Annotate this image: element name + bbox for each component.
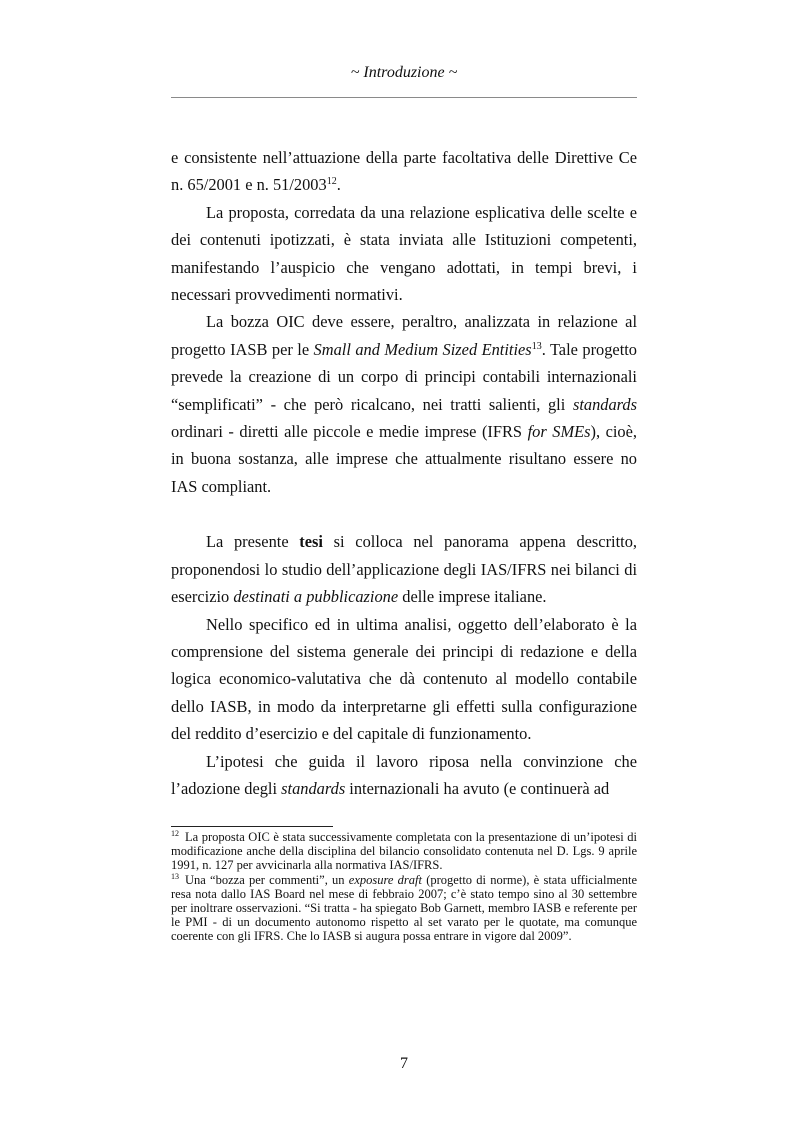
paragraph-1: e consistente nell’attuazione della parte facoltativa delle Direttive Ce n. 65/2001 e n. 51/2003$^{12}$. <box>171 148 637 195</box>
paragraph-3: La bozza OIC deve essere, peraltro, analizzata in relazione al progetto IASB per le Small and Medium Sized Entities$^{13}$. Tale progetto prevede la creazione di un corpo di principi contabili internazionali “semplificati” - che però ricalcano, nei tratti salienti, gli standards ordinari - diretti alle piccole e medie imprese (IFRS for SMEs), cioè, in buona sostanza, alle imprese che attualmente risultano essere no IAS compliant. <box>171 312 637 496</box>
page-number: 7 <box>400 1055 408 1072</box>
footnote-separator <box>171 826 333 827</box>
body-text <box>171 144 637 802</box>
paragraph-6: L’ipotesi che guida il lavoro riposa nella convinzione che l’adozione degli standards internazionali ha avuto (e continuerà ad <box>171 751 637 798</box>
footnote-13: $^{13}$ Una “bozza per commenti”, un exposure draft (progetto di norme), è stata ufficialmente resa nota dallo IAS Board nel mese di febbraio 2007; c’è stato tempo sino al 30 settembre per inoltrare osservazioni. “Si tratta - ha spiegato Bob Garnett, membro IASB e referente per le PMI - di un documento autonomo rispetto al set varato per le quotate, ma comunque coerente con gli IFRS. Che lo IASB si augura possa entrare in vigore dal 2009”. <box>171 871 637 944</box>
paragraph-4: La presente tesi si colloca nel panorama appena descritto, proponendosi lo studio dell’applicazione degli IAS/IFRS nei bilanci di esercizio destinati a pubblicazione delle imprese italiane. <box>171 532 637 607</box>
running-header: ~ Introduzione ~ <box>350 64 458 81</box>
footnote-ref-13[interactable]: 13 <box>531 340 542 352</box>
footnote-mark: 13 <box>171 871 179 881</box>
footnotes <box>171 830 637 944</box>
header-rule <box>171 97 637 98</box>
footnote-mark: 12 <box>171 829 179 838</box>
footnote-12: $^{12}$ La proposta OIC è stata successivamente completata con la presentazione di un’ipotesi di modificazione anche della disciplina del bilancio consolidato contenuta nel D. Lgs. 9 aprile 1991, n. 127 per avvicinarla alla normativa IAS/IFRS. <box>171 829 637 873</box>
paragraph-5: Nello specifico ed in ultima analisi, oggetto dell’elaborato è la comprensione del sistema generale dei principi di redazione e della logica economico-valutativa che dà contenuto al modello contabile dello IASB, in modo da interpretarne gli effetti sulla configurazione del reddito d’esercizio e del capitale di funzionamento. <box>171 614 637 744</box>
footnote-ref-12[interactable]: 12 <box>326 176 337 188</box>
paragraph-2: La proposta, corredata da una relazione esplicativa delle scelte e dei contenuti ipotizzati, è stata inviata alle Istituzioni competenti, manifestando l’auspicio che vengano adottati, in tempi brevi, i necessari provvedimenti normativi. <box>171 202 637 305</box>
